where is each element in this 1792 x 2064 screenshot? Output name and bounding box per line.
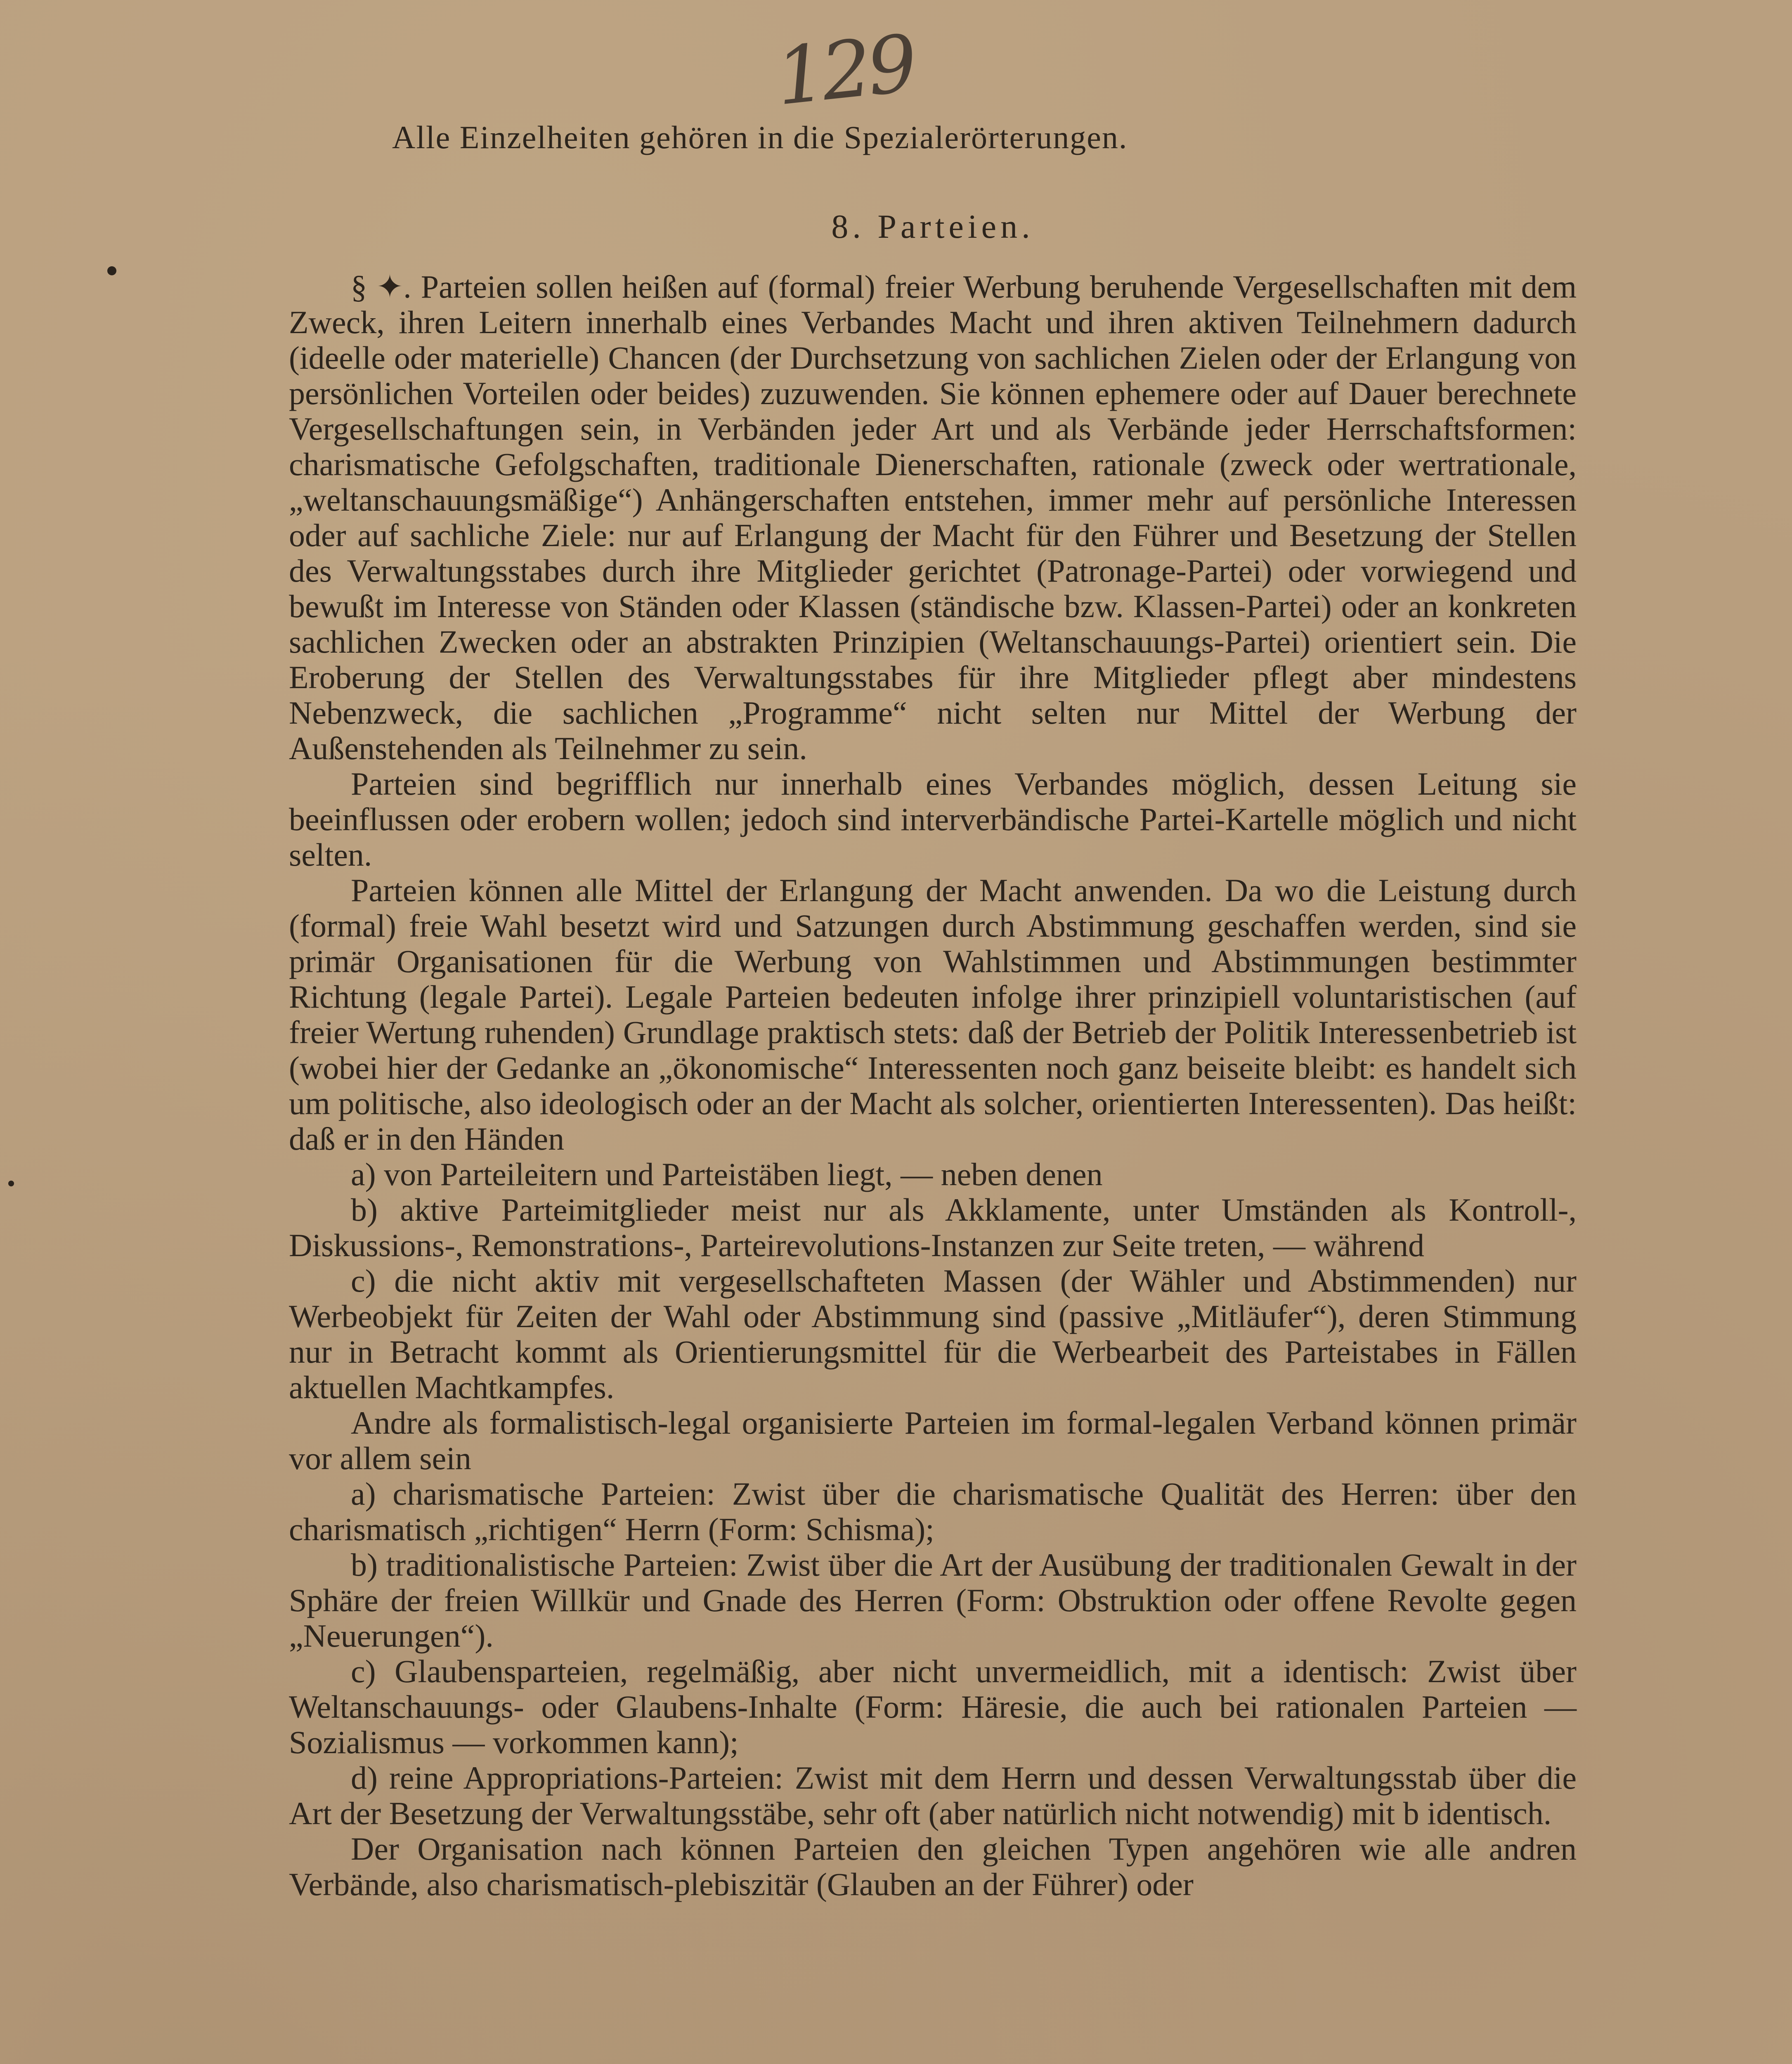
list-item-b: b) traditionalistische Parteien: Zwist über die Art der Ausübung der traditionalen Gewalt in der Sphäre der freien Willkür und Gnade des Herren (Form: Obstruktion oder offene Revolte gegen „Neuerungen“).	[289, 1547, 1577, 1654]
ink-speck	[107, 266, 116, 275]
paragraph: Andre als formalistisch-legal organisierte Parteien im formal-legalen Verband können primär vor allem sein	[289, 1405, 1577, 1476]
paragraph: Der Organisation nach können Parteien den gleichen Typen angehören wie alle andren Verbände, also charismatisch-plebiszitär (Glauben an der Führer) oder	[289, 1831, 1577, 1902]
list-item-d: d) reine Appropriations-Parteien: Zwist mit dem Herrn und dessen Verwaltungsstab über die Art der Besetzung der Verwaltungsstäbe, sehr oft (aber natürlich nicht notwendig) mit b identisch.	[289, 1760, 1577, 1831]
section-heading: 8. Parteien.	[831, 208, 1034, 245]
list-item-b: b) aktive Parteimitglieder meist nur als Akklamente, unter Umständen als Kontroll-, Diskussions-, Remonstrations-, Parteirevolutions-Instanzen zur Seite treten, — während	[289, 1192, 1577, 1263]
document-body	[289, 120, 1577, 1902]
list-item-a: a) von Parteileitern und Parteistäben liegt, — neben denen	[351, 1156, 1103, 1192]
paragraph: Parteien können alle Mittel der Erlangung der Macht anwenden. Da wo die Leistung durch (formal) freie Wahl besetzt wird und Satzungen durch Abstimmung geschaffen werden, sind sie primär Organisationen für die Werbung von Wahlstimmen und Abstimmungen bestimmter Richtung (legale Partei). Legale Parteien bedeuten infolge ihrer prinzipiell voluntaristischen (auf freier Wertung ruhenden) Grundlage praktisch stets: daß der Betrieb der Politik Interessenbetrieb ist (wobei hier der Gedanke an „ökonomische“ Interessenten noch ganz beiseite bleibt: es handelt sich um politische, also ideologisch oder an der Macht als solcher, orientierten Interessenten). Das heißt: daß er in den Händen	[289, 872, 1577, 1157]
list-item-c: c) Glaubensparteien, regelmäßig, aber nicht unvermeidlich, mit a identisch: Zwist über Weltanschauungs- oder Glaubens-Inhalte (Form: Häresie, die auch bei rationalen Parteien — Sozialismus — vorkommen kann);	[289, 1653, 1577, 1760]
list-item-c: c) die nicht aktiv mit vergesellschafteten Massen (der Wähler und Abstimmenden) nur Werbeobjekt für Zeiten der Wahl oder Abstimmung sind (passive „Mitläufer“), deren Stimmung nur in Betracht kommt als Orientierungsmittel für die Werbearbeit des Parteistabes in Fällen aktuellen Machtkampfes.	[289, 1263, 1577, 1405]
ink-speck	[8, 1181, 14, 1186]
paragraph: § ✦. Parteien sollen heißen auf (formal) freier Werbung beruhende Vergesellschaften mit dem Zweck, ihren Leitern innerhalb eines Verbandes Macht und ihren aktiven Teilnehmern dadurch (ideelle oder materielle) Chancen (der Durchsetzung von sachlichen Zielen oder der Erlangung von persönlichen Vorteilen oder beides) zuzuwenden. Sie können ephemere oder auf Dauer berechnete Vergesellschaftungen sein, in Verbänden jeder Art und als Verbände jeder Herrschaftsformen: charismatische Gefolgschaften, traditionale Dienerschaften, rationale (zweck oder wertrationale, „weltanschauungsmäßige“) Anhängerschaften entstehen, immer mehr auf persönliche Interessen oder auf sachliche Ziele: nur auf Erlangung der Macht für den Führer und Besetzung der Stellen des Verwaltungsstabes durch ihre Mitglieder gerichtet (Patronage-Partei) oder vorwiegend und bewußt im Interesse von Ständen oder Klassen (ständische bzw. Klassen-Partei) oder an konkreten sachlichen Zwecken oder an abstrakten Prinzipien (Weltanschauungs-Partei) orientiert sein. Die Eroberung der Stellen des Verwaltungsstabes für ihre Mitglieder pflegt aber mindestens Nebenzweck, die sachlichen „Programme“ nicht selten nur Mittel der Werbung der Außenstehenden als Teilnehmer zu sein.	[289, 269, 1577, 766]
list-item-a: a) charismatische Parteien: Zwist über die charismatische Qualität des Herren: über den charismatisch „richtigen“ Herrn (Form: Schisma);	[289, 1476, 1577, 1547]
intro-line: Alle Einzelheiten gehören in die Spezialerörterungen.	[392, 119, 1128, 155]
paragraph: Parteien sind begrifflich nur innerhalb eines Verbandes möglich, dessen Leitung sie beeinflussen oder erobern wollen; jedoch sind interverbändische Partei-Kartelle möglich und nicht selten.	[289, 766, 1577, 873]
page-number: 129	[771, 18, 918, 123]
